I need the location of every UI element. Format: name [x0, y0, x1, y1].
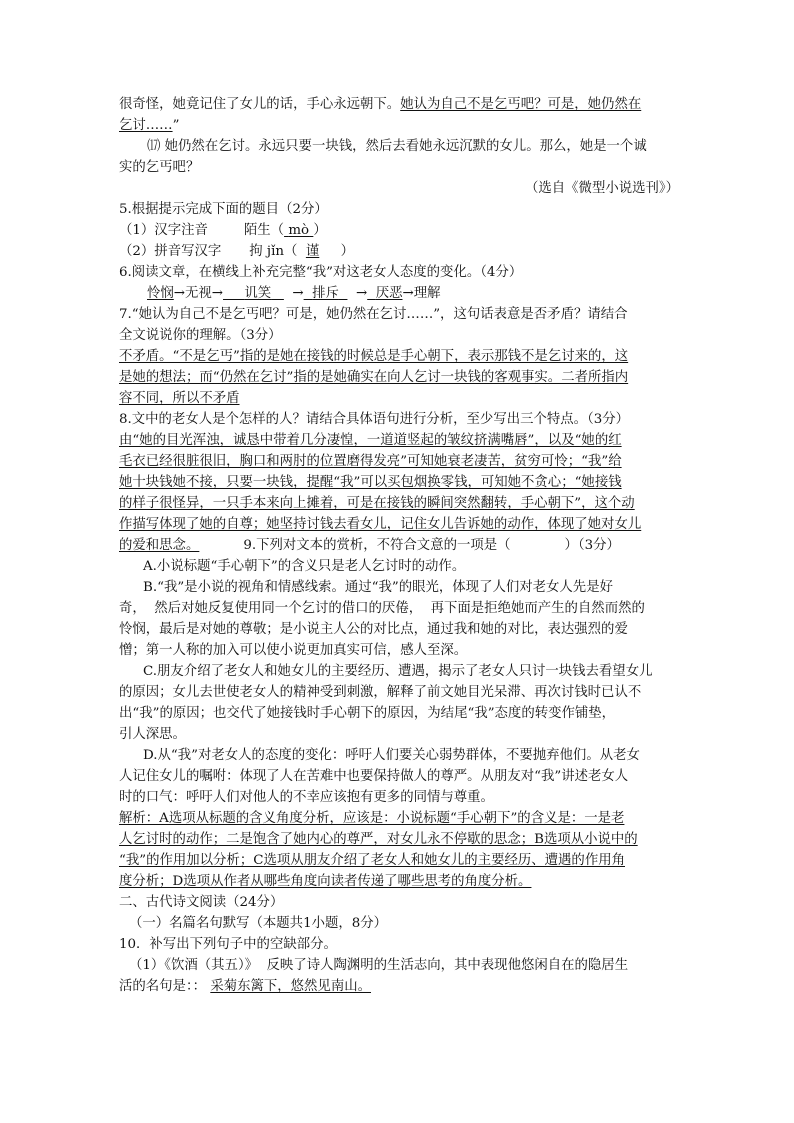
chain-text: →理解	[402, 286, 441, 301]
question-10-part-1	[119, 955, 679, 976]
option-d	[119, 766, 679, 787]
explanation	[119, 850, 679, 871]
question-5-stem	[119, 199, 679, 220]
explanation	[119, 808, 679, 829]
question-10-stem	[119, 934, 679, 955]
passage-text: 很奇怪，她竟记住了女儿的话，手心永远朝下。	[119, 97, 401, 112]
explanation-text: “我”的作用加以分析；C选项从朋友介绍了老女人和她女儿的主要经历、遭遇的作用角	[119, 853, 625, 868]
answer-text: 采菊东篱下，悠然见南山。	[210, 979, 371, 994]
passage-underlined-text: 乞讨……	[119, 118, 173, 133]
bracket-close: ）	[340, 244, 354, 259]
answer-text: mò	[288, 223, 310, 238]
explanation	[119, 829, 679, 850]
answer-blank	[223, 286, 284, 301]
document-page	[119, 94, 679, 997]
passage-line	[119, 115, 679, 136]
answer-text: 容不同，所以不矛盾	[119, 391, 240, 406]
paragraph-number: ⒄	[147, 139, 161, 154]
question-6-stem	[119, 262, 679, 283]
option-b	[119, 598, 679, 619]
question-7-answer	[119, 346, 679, 367]
option-b	[119, 619, 679, 640]
option-text: B.“我”是小说的视角和情感线索。通过“我”的眼光，体现了人们对老女人先是好	[143, 580, 613, 595]
option-text: D.从“我”对老女人的态度的变化：呼吁人们要关心弱势群体，不要抛弃他们。从老女	[143, 748, 640, 763]
option-text: 引人深思。	[119, 727, 186, 742]
bracket-close: ）	[313, 223, 327, 238]
answer-text: 的爱和思念。	[119, 538, 200, 553]
answer-blank	[284, 223, 313, 238]
chain-text: →无视→	[173, 286, 224, 301]
option-text: 怜悯，最后是对她的尊敬；是小说主人公的对比点，通过我和她的对比，表达强烈的爱	[119, 622, 628, 637]
question-text: 9.下列对文本的赏析，不符合文意的一项是（	[243, 538, 511, 553]
option-text: 时的口气：呼吁人们对他人的不幸应该抱有更多的同情与尊重。	[119, 790, 494, 805]
explanation-text: 度分析；D选项从作者从哪些角度向读者传递了哪些思考的角度分析。	[119, 874, 532, 889]
question-text: 6.阅读文章，在横线上补充完整“我”对这老女人态度的变化。（4分）	[119, 265, 523, 280]
subsection-title: （一）名篇名句默写（本题共1小题，8分）	[129, 916, 388, 931]
question-5-part-1	[119, 220, 679, 241]
part-label: （1）汉字注音	[119, 223, 208, 238]
section-title: 二、古代诗文阅读（24分）	[119, 895, 284, 910]
section-heading	[119, 892, 679, 913]
explanation	[119, 871, 679, 892]
passage-quote-mark: ”	[172, 118, 180, 133]
explanation-text: 解析：A选项从标题的含义角度分析，应该是：小说标题“手心朝下”的含义是：一是老	[119, 811, 625, 826]
word-text: 拘 jǐn（	[249, 244, 298, 259]
question-7-answer	[119, 388, 679, 409]
question-8-answer	[119, 451, 679, 472]
answer-text: 是她的想法；而“仍然在乞讨”指的是她确实在向人乞讨一块钱的客观事实。二者所指内	[119, 370, 629, 385]
option-text: 奇， 然后对她反复使用同一个乞讨的借口的厌倦， 再下面是拒绝她而产生的自然而然的	[119, 601, 645, 616]
question-text: 8.文中的老女人是个怎样的人？请结合具体语句进行分析，至少写出三个特点。（3分）	[119, 412, 630, 427]
subsection-heading	[119, 913, 679, 934]
answer-text: 排斥	[312, 286, 339, 301]
option-b	[119, 640, 679, 661]
part-label: （2）拼音写汉字	[119, 244, 222, 259]
answer-text: 作描写体现了她的自尊；她坚持讨钱去看女儿，记住女儿告诉她的动作，体现了她对女儿	[119, 517, 642, 532]
option-c	[119, 724, 679, 745]
question-8-answer	[119, 472, 679, 493]
option-d	[119, 745, 679, 766]
answer-text: 她十块钱她不接，只要一块钱，提醒“我”可以买包烟换零钱，可知她不贪心；“她接钱	[119, 475, 622, 490]
option-text: 人记住女儿的嘱咐：体现了人在苦难中也要保持做人的尊严。从朋友对“我”讲述老女人	[119, 769, 629, 784]
passage-text: 她仍然在乞讨。永远只要一块钱，然后去看她永远沉默的女儿。那么，她是一个诚	[164, 139, 647, 154]
question-7-stem	[119, 325, 679, 346]
answer-text: 不矛盾。“不是乞丐”指的是她在接钱的时候总是手心朝下，表示那钱不是乞讨来的，这	[119, 349, 629, 364]
question-text: 全文说说你的理解。（3分）	[119, 328, 282, 343]
question-5-part-2	[119, 241, 679, 262]
answer-text: 由“她的目光浑浊，诚恳中带着几分凄惶，一道道竖起的皱纹挤满嘴唇”，以及“她的红	[119, 433, 622, 448]
question-8-answer	[119, 493, 679, 514]
passage-underlined-text: 她认为自己不是乞丐吧？可是，她仍然在	[400, 97, 642, 112]
option-text: 憎；第一人称的加入可以使小说更加真实可信，感人至深。	[119, 643, 468, 658]
answer-text: 的样子很怪异，一只手本来向上摊着，可是在接钱的瞬间突然翻转，手心朝下”，这个动	[119, 496, 635, 511]
option-a	[119, 556, 679, 577]
question-6-answer	[119, 283, 679, 304]
source-text: （选自《微型小说选刊》）	[525, 181, 679, 196]
passage-source	[119, 178, 679, 199]
option-text: C.朋友介绍了老女人和她女儿的主要经历、遭遇，揭示了老女人只讨一块钱去看望女儿	[143, 664, 653, 679]
question-text: （1）《饮酒（其五）》 反映了诗人陶渊明的生活志向，其中表现他悠闲自在的隐居生	[129, 958, 629, 973]
option-d	[119, 787, 679, 808]
arrow-text: →	[292, 286, 304, 301]
option-text: 出“我”的原因；也交代了她接钱时手心朝下的原因，为结尾“我”态度的转变作铺垫，	[119, 706, 616, 721]
question-7-answer	[119, 367, 679, 388]
option-b	[119, 577, 679, 598]
explanation-text: 人乞讨时的动作；二是饱含了她内心的尊严，对女儿永不停歇的思念；B选项从小说中的	[119, 832, 638, 847]
answer-text: 厌恶	[375, 286, 403, 301]
option-text: A.小说标题“手心朝下”的含义只是老人乞讨时的动作。	[143, 559, 466, 574]
answer-text: 谨	[305, 244, 320, 259]
question-8-answer-and-9-stem	[119, 535, 679, 556]
option-c	[119, 661, 679, 682]
question-text: 10．补写出下列句子中的空缺部分。	[119, 937, 337, 952]
answer-text: 毛衣已经很脏很旧，胸口和两肘的位置磨得发亮”可知她衰老凄苦，贫穷可怜；“我”给	[119, 454, 622, 469]
arrow-text: →	[355, 286, 368, 301]
question-8-stem	[119, 409, 679, 430]
question-text: 5.根据提示完成下面的题目（2分）	[119, 202, 328, 217]
question-7-stem	[119, 304, 679, 325]
passage-text: 实的乞丐吧？	[119, 160, 200, 175]
question-10-part-1	[119, 976, 679, 997]
option-text: 的原因；女儿去世使老女人的精神受到刺激，解释了前文她目光呆滞、再次讨钱时已认不	[119, 685, 642, 700]
question-8-answer	[119, 514, 679, 535]
question-8-answer	[119, 430, 679, 451]
answer-blank	[304, 286, 348, 301]
passage-line	[119, 94, 679, 115]
word-text: 陌生（	[243, 223, 285, 238]
option-c	[119, 703, 679, 724]
question-text: 活的名句是：：	[119, 979, 207, 994]
passage-line	[119, 136, 679, 157]
answer-blank	[367, 286, 402, 301]
question-text: ）（3分）	[564, 538, 620, 553]
option-c	[119, 682, 679, 703]
answer-text: 讥笑	[244, 286, 272, 301]
answer-text: 怜悯	[147, 286, 174, 301]
question-text: 7.“她认为自己不是乞丐吧？可是，她仍然在乞讨……”，这句话表意是否矛盾？请结合	[119, 307, 628, 322]
passage-line	[119, 157, 679, 178]
